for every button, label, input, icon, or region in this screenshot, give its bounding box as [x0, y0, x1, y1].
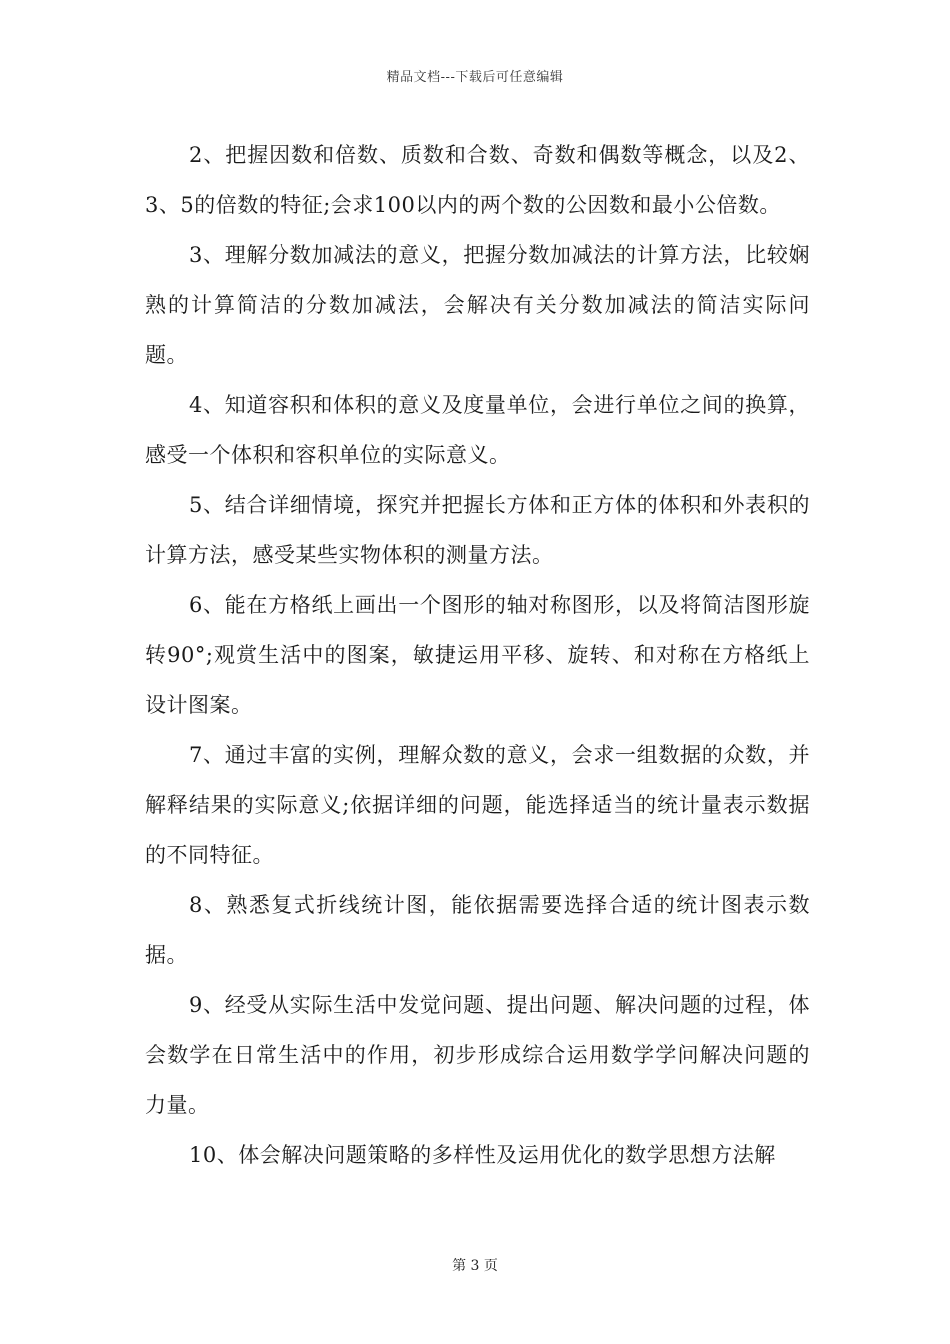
page-number: 第 3 页: [452, 1258, 498, 1274]
paragraph-10: 10、体会解决问题策略的多样性及运用优化的数学思想方法解: [189, 1143, 776, 1167]
document-body: [145, 130, 810, 1180]
page-header: 精品文档---下载后可任意编辑: [386, 70, 564, 85]
paragraph-5: 5、结合详细情境，探究并把握长方体和正方体的体积和外表积的计算方法，感受某些实物体积的测量方法。: [145, 493, 810, 567]
paragraph-4: 4、知道容积和体积的意义及度量单位，会进行单位之间的换算，感受一个体积和容积单位的实际意义。: [145, 393, 810, 467]
paragraph-2: 2、把握因数和倍数、质数和合数、奇数和偶数等概念，以及2、3、5的倍数的特征;会求100以内的两个数的公因数和最小公倍数。: [145, 143, 810, 217]
paragraph-6: 6、能在方格纸上画出一个图形的轴对称图形，以及将简洁图形旋转90°;观赏生活中的图案，敏捷运用平移、旋转、和对称在方格纸上设计图案。: [145, 593, 810, 717]
paragraph-8: 8、熟悉复式折线统计图，能依据需要选择合适的统计图表示数据。: [145, 893, 810, 967]
paragraph-3: 3、理解分数加减法的意义，把握分数加减法的计算方法，比较娴熟的计算简洁的分数加减法，会解决有关分数加减法的简洁实际问题。: [145, 243, 810, 367]
paragraph-9: 9、经受从实际生活中发觉问题、提出问题、解决问题的过程，体会数学在日常生活中的作用，初步形成综合运用数学学问解决问题的力量。: [145, 993, 810, 1117]
paragraph-7: 7、通过丰富的实例，理解众数的意义，会求一组数据的众数，并解释结果的实际意义;依据详细的问题，能选择适当的统计量表示数据的不同特征。: [145, 743, 810, 867]
